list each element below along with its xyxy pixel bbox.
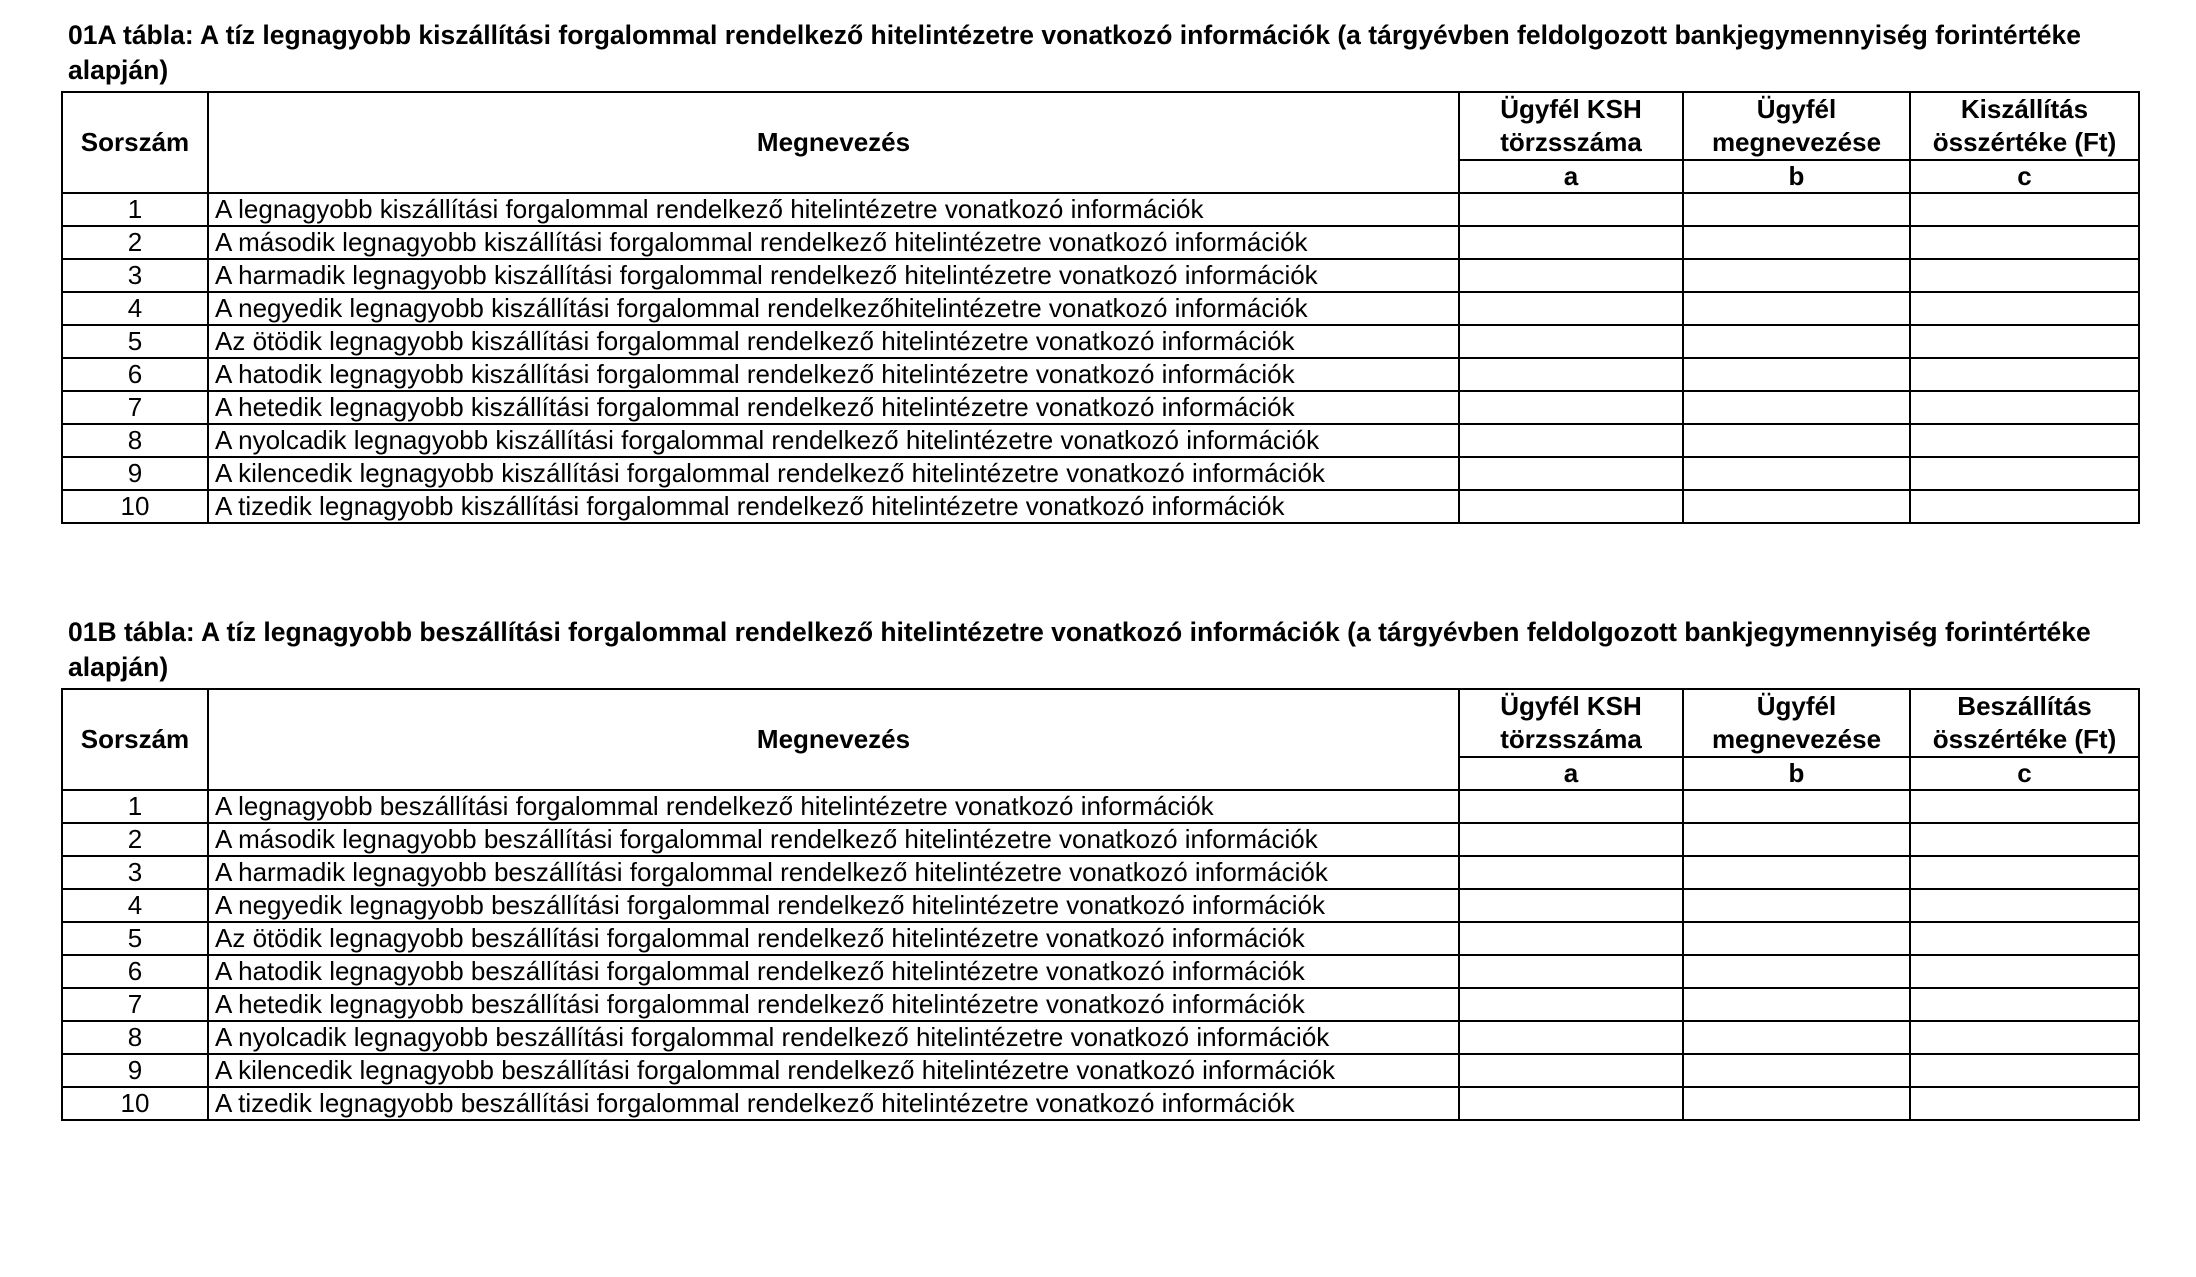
row-number: 2	[62, 823, 208, 856]
column-code-c: c	[1910, 757, 2139, 790]
header-osszertek: Beszállítás összértéke (Ft)	[1910, 689, 2139, 757]
cell-ksh-torzsszam	[1459, 358, 1683, 391]
cell-ksh-torzsszam	[1459, 988, 1683, 1021]
cell-ugyfel-megnevezese	[1683, 1054, 1910, 1087]
cell-osszertek	[1910, 358, 2139, 391]
header-osszertek: Kiszállítás összértéke (Ft)	[1910, 92, 2139, 160]
row-number: 6	[62, 955, 208, 988]
cell-osszertek	[1910, 457, 2139, 490]
cell-osszertek	[1910, 955, 2139, 988]
table-row	[62, 226, 2139, 259]
cell-ksh-torzsszam	[1459, 889, 1683, 922]
cell-osszertek	[1910, 226, 2139, 259]
cell-ugyfel-megnevezese	[1683, 193, 1910, 226]
column-code-b: b	[1683, 160, 1910, 193]
row-description: A tizedik legnagyobb kiszállítási forgalommal rendelkező hitelintézetre vonatkozó információk	[208, 490, 1459, 523]
cell-ugyfel-megnevezese	[1683, 889, 1910, 922]
table-row	[62, 490, 2139, 523]
row-description: A második legnagyobb kiszállítási forgalommal rendelkező hitelintézetre vonatkozó információk	[208, 226, 1459, 259]
row-description: A negyedik legnagyobb kiszállítási forgalommal rendelkezőhitelintézetre vonatkozó információk	[208, 292, 1459, 325]
cell-osszertek	[1910, 391, 2139, 424]
cell-ksh-torzsszam	[1459, 457, 1683, 490]
cell-ugyfel-megnevezese	[1683, 790, 1910, 823]
row-number: 8	[62, 424, 208, 457]
row-number: 4	[62, 292, 208, 325]
header-ugyfel-megnevezese: Ügyfél megnevezése	[1683, 92, 1910, 160]
cell-ugyfel-megnevezese	[1683, 358, 1910, 391]
row-number: 5	[62, 922, 208, 955]
table-row	[62, 424, 2139, 457]
cell-ugyfel-megnevezese	[1683, 391, 1910, 424]
cell-osszertek	[1910, 856, 2139, 889]
cell-ugyfel-megnevezese	[1683, 292, 1910, 325]
cell-ugyfel-megnevezese	[1683, 457, 1910, 490]
table-row	[62, 1021, 2139, 1054]
cell-ksh-torzsszam	[1459, 955, 1683, 988]
table-row	[62, 391, 2139, 424]
cell-osszertek	[1910, 889, 2139, 922]
cell-ksh-torzsszam	[1459, 1021, 1683, 1054]
cell-osszertek	[1910, 424, 2139, 457]
cell-osszertek	[1910, 1021, 2139, 1054]
column-code-a: a	[1459, 757, 1683, 790]
cell-osszertek	[1910, 292, 2139, 325]
cell-ksh-torzsszam	[1459, 922, 1683, 955]
cell-ugyfel-megnevezese	[1683, 1021, 1910, 1054]
cell-osszertek	[1910, 790, 2139, 823]
table-row	[62, 358, 2139, 391]
row-number: 5	[62, 325, 208, 358]
cell-ugyfel-megnevezese	[1683, 922, 1910, 955]
row-number: 6	[62, 358, 208, 391]
header-ksh-torzsszam: Ügyfél KSH törzsszáma	[1459, 689, 1683, 757]
cell-ksh-torzsszam	[1459, 292, 1683, 325]
row-number: 10	[62, 1087, 208, 1120]
table-body	[62, 193, 2139, 523]
row-description: A hetedik legnagyobb beszállítási forgalommal rendelkező hitelintézetre vonatkozó információk	[208, 988, 1459, 1021]
row-description: A nyolcadik legnagyobb kiszállítási forgalommal rendelkező hitelintézetre vonatkozó információk	[208, 424, 1459, 457]
row-description: A kilencedik legnagyobb beszállítási forgalommal rendelkező hitelintézetre vonatkozó információk	[208, 1054, 1459, 1087]
row-description: A kilencedik legnagyobb kiszállítási forgalommal rendelkező hitelintézetre vonatkozó információk	[208, 457, 1459, 490]
table-row	[62, 889, 2139, 922]
row-number: 1	[62, 193, 208, 226]
cell-ugyfel-megnevezese	[1683, 325, 1910, 358]
row-number: 9	[62, 1054, 208, 1087]
cell-osszertek	[1910, 988, 2139, 1021]
table-row	[62, 922, 2139, 955]
cell-ugyfel-megnevezese	[1683, 226, 1910, 259]
table-row	[62, 988, 2139, 1021]
row-description: A hatodik legnagyobb beszállítási forgalommal rendelkező hitelintézetre vonatkozó információk	[208, 955, 1459, 988]
data-table-01b	[61, 688, 2140, 1121]
cell-ugyfel-megnevezese	[1683, 856, 1910, 889]
table-row	[62, 325, 2139, 358]
header-ugyfel-megnevezese: Ügyfél megnevezése	[1683, 689, 1910, 757]
row-description: Az ötödik legnagyobb kiszállítási forgalommal rendelkező hitelintézetre vonatkozó információk	[208, 325, 1459, 358]
row-number: 8	[62, 1021, 208, 1054]
row-number: 3	[62, 259, 208, 292]
row-number: 9	[62, 457, 208, 490]
cell-ksh-torzsszam	[1459, 259, 1683, 292]
table-row	[62, 193, 2139, 226]
cell-ksh-torzsszam	[1459, 823, 1683, 856]
table-row	[62, 259, 2139, 292]
row-number: 1	[62, 790, 208, 823]
row-number: 3	[62, 856, 208, 889]
row-number: 7	[62, 391, 208, 424]
cell-ugyfel-megnevezese	[1683, 823, 1910, 856]
cell-ugyfel-megnevezese	[1683, 955, 1910, 988]
cell-ksh-torzsszam	[1459, 856, 1683, 889]
row-description: A tizedik legnagyobb beszállítási forgalommal rendelkező hitelintézetre vonatkozó információk	[208, 1087, 1459, 1120]
table-row	[62, 457, 2139, 490]
cell-ugyfel-megnevezese	[1683, 988, 1910, 1021]
header-sorszam: Sorszám	[62, 689, 208, 790]
row-description: A negyedik legnagyobb beszállítási forgalommal rendelkező hitelintézetre vonatkozó információk	[208, 889, 1459, 922]
row-description: A harmadik legnagyobb beszállítási forgalommal rendelkező hitelintézetre vonatkozó információk	[208, 856, 1459, 889]
row-description: A harmadik legnagyobb kiszállítási forgalommal rendelkező hitelintézetre vonatkozó információk	[208, 259, 1459, 292]
cell-osszertek	[1910, 490, 2139, 523]
table-row	[62, 292, 2139, 325]
cell-ksh-torzsszam	[1459, 391, 1683, 424]
cell-ksh-torzsszam	[1459, 424, 1683, 457]
header-sorszam: Sorszám	[62, 92, 208, 193]
table-row	[62, 1054, 2139, 1087]
table-title: 01B tábla: A tíz legnagyobb beszállítási forgalommal rendelkező hitelintézetre vonatkozó információk (a tárgyévben feldolgozott bankjegymennyiség forintértéke alapján)	[68, 617, 2091, 682]
header-megnevezes: Megnevezés	[208, 92, 1459, 193]
cell-osszertek	[1910, 823, 2139, 856]
row-description: A hatodik legnagyobb kiszállítási forgalommal rendelkező hitelintézetre vonatkozó információk	[208, 358, 1459, 391]
column-code-c: c	[1910, 160, 2139, 193]
row-description: A legnagyobb beszállítási forgalommal rendelkező hitelintézetre vonatkozó információk	[208, 790, 1459, 823]
cell-osszertek	[1910, 922, 2139, 955]
cell-ugyfel-megnevezese	[1683, 424, 1910, 457]
table-body	[62, 790, 2139, 1120]
cell-osszertek	[1910, 1087, 2139, 1120]
row-description: A hetedik legnagyobb kiszállítási forgalommal rendelkező hitelintézetre vonatkozó információk	[208, 391, 1459, 424]
cell-osszertek	[1910, 325, 2139, 358]
table-row	[62, 790, 2139, 823]
cell-osszertek	[1910, 1054, 2139, 1087]
row-description: Az ötödik legnagyobb beszállítási forgalommal rendelkező hitelintézetre vonatkozó információk	[208, 922, 1459, 955]
table-title: 01A tábla: A tíz legnagyobb kiszállítási forgalommal rendelkező hitelintézetre vonatkozó információk (a tárgyévben feldolgozott bankjegymennyiség forintértéke alapján)	[68, 20, 2081, 85]
cell-ugyfel-megnevezese	[1683, 1087, 1910, 1120]
cell-ugyfel-megnevezese	[1683, 259, 1910, 292]
cell-ksh-torzsszam	[1459, 226, 1683, 259]
row-number: 2	[62, 226, 208, 259]
cell-ksh-torzsszam	[1459, 325, 1683, 358]
table-row	[62, 955, 2139, 988]
table-row	[62, 823, 2139, 856]
row-number: 10	[62, 490, 208, 523]
cell-ksh-torzsszam	[1459, 790, 1683, 823]
header-megnevezes: Megnevezés	[208, 689, 1459, 790]
cell-ugyfel-megnevezese	[1683, 490, 1910, 523]
column-code-b: b	[1683, 757, 1910, 790]
data-table-01a	[61, 91, 2140, 524]
row-description: A második legnagyobb beszállítási forgalommal rendelkező hitelintézetre vonatkozó információk	[208, 823, 1459, 856]
row-number: 4	[62, 889, 208, 922]
row-description: A nyolcadik legnagyobb beszállítási forgalommal rendelkező hitelintézetre vonatkozó információk	[208, 1021, 1459, 1054]
row-description: A legnagyobb kiszállítási forgalommal rendelkező hitelintézetre vonatkozó információk	[208, 193, 1459, 226]
column-code-a: a	[1459, 160, 1683, 193]
cell-ksh-torzsszam	[1459, 1054, 1683, 1087]
table-row	[62, 856, 2139, 889]
cell-osszertek	[1910, 193, 2139, 226]
cell-ksh-torzsszam	[1459, 490, 1683, 523]
table-row	[62, 1087, 2139, 1120]
cell-osszertek	[1910, 259, 2139, 292]
cell-ksh-torzsszam	[1459, 1087, 1683, 1120]
row-number: 7	[62, 988, 208, 1021]
header-ksh-torzsszam: Ügyfél KSH törzsszáma	[1459, 92, 1683, 160]
cell-ksh-torzsszam	[1459, 193, 1683, 226]
